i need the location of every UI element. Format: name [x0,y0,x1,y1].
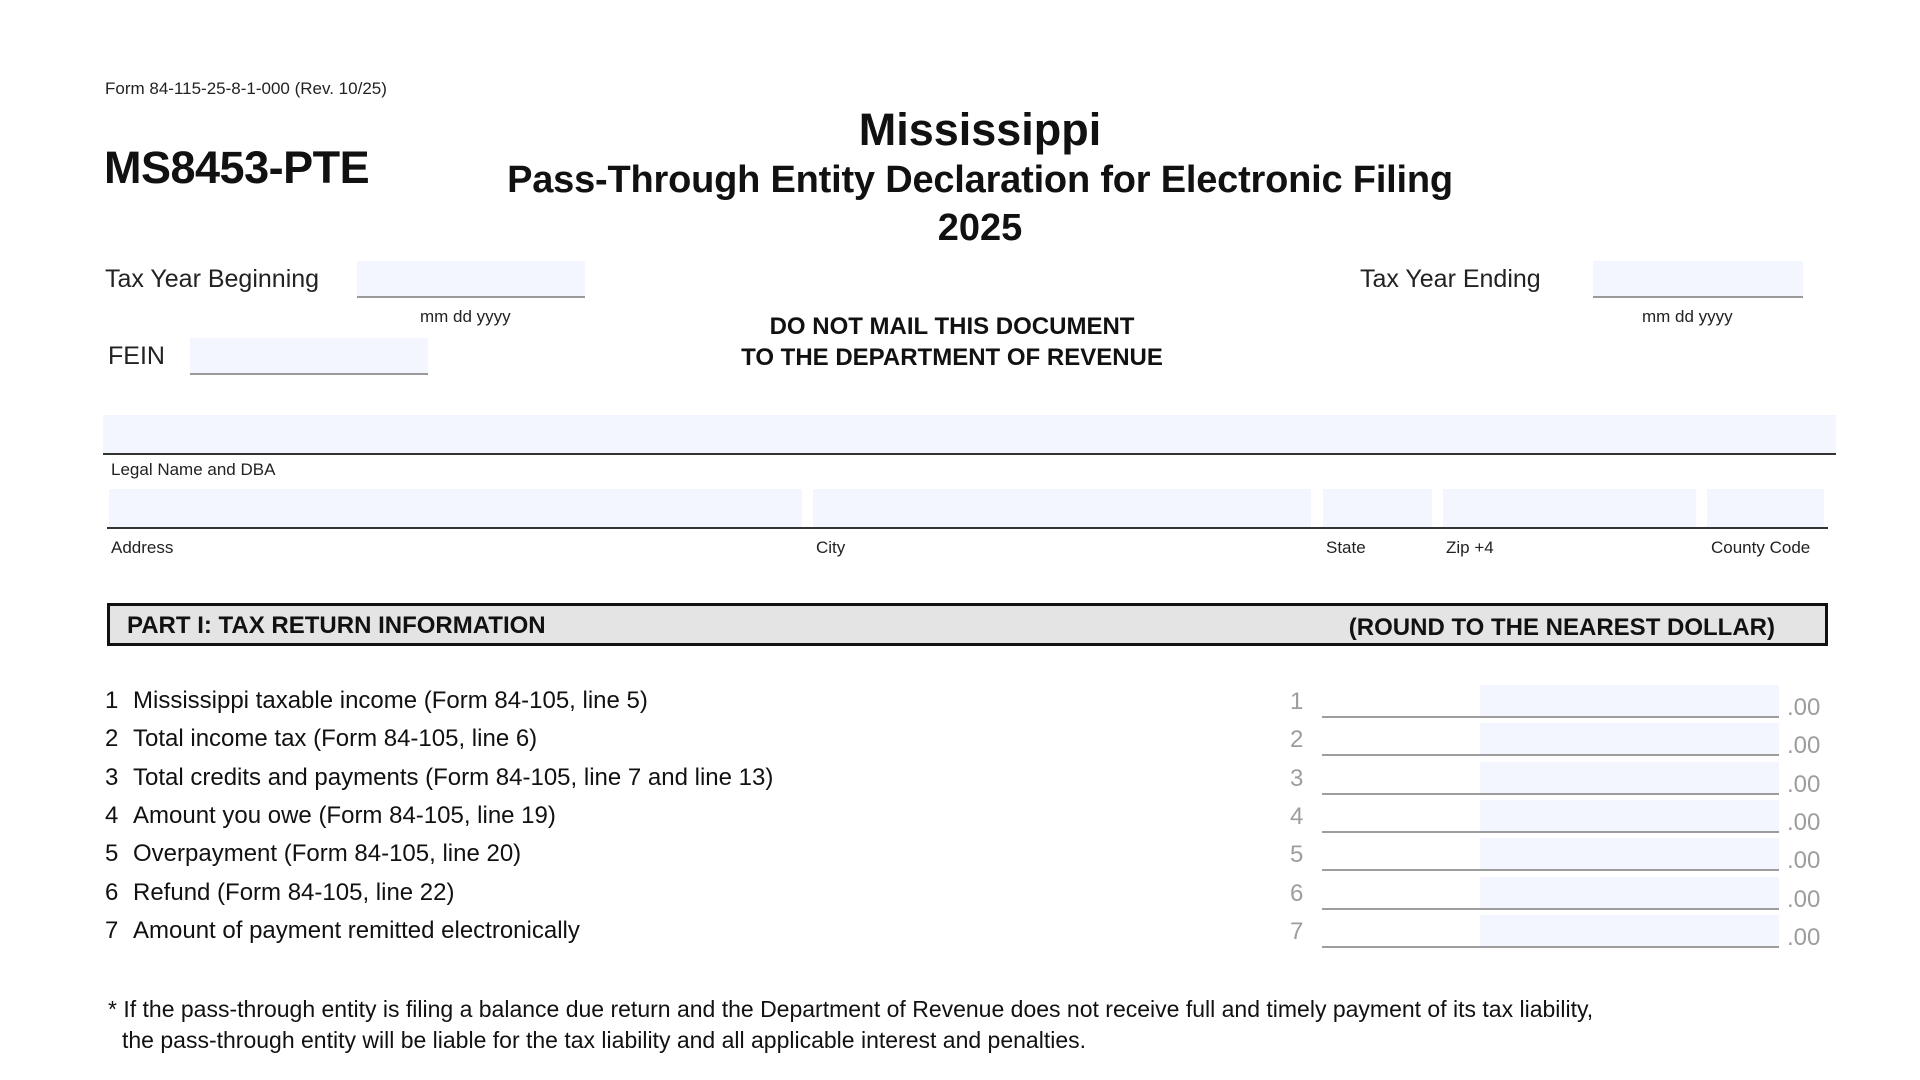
cents-suffix: .00 [1787,732,1821,759]
amount-line-number: 7 [1290,918,1304,945]
amount-line-number: 6 [1290,880,1304,907]
tax-year-beginning-hint: mm dd yyyy [420,307,511,326]
legal-name-input[interactable] [103,415,1836,453]
notice-line-2: TO THE DEPARTMENT OF REVENUE [741,344,1163,371]
amount-field[interactable] [1480,838,1779,869]
tax-year-beginning-field[interactable] [357,261,585,298]
amount-input[interactable] [1480,838,1779,869]
amount-field[interactable] [1480,685,1779,716]
cents-suffix: .00 [1787,809,1821,836]
tax-year-beginning-input[interactable] [357,261,585,296]
legal-name-field[interactable] [103,415,1836,455]
amount-input[interactable] [1480,685,1779,716]
zip-input[interactable] [1443,489,1696,527]
amount-underline [1322,754,1779,756]
amount-input[interactable] [1480,800,1779,831]
amount-underline [1322,908,1779,910]
page-title: Pass-Through Entity Declaration for Electronic Filing [507,159,1453,201]
county-code-label: County Code [1711,538,1811,557]
address-field[interactable] [109,489,802,527]
state-field[interactable] [1323,489,1432,527]
amount-field[interactable] [1480,915,1779,946]
amount-line-number: 2 [1290,726,1304,753]
cents-suffix: .00 [1787,771,1821,798]
cents-suffix: .00 [1787,886,1821,913]
form-number: Form 84-115-25-8-1-000 (Rev. 10/25) [105,79,387,98]
amount-field[interactable] [1480,723,1779,754]
amount-input[interactable] [1480,877,1779,908]
address-row-divider [107,527,1828,529]
amount-line-number: 1 [1290,688,1304,715]
notice-line-1: DO NOT MAIL THIS DOCUMENT [769,313,1135,340]
amount-underline [1322,869,1779,871]
line-number: 2 [105,725,119,752]
fein-input[interactable] [190,338,428,373]
line-description: Refund (Form 84-105, line 22) [133,879,455,906]
legal-name-label: Legal Name and DBA [111,460,276,479]
round-note: (ROUND TO THE NEAREST DOLLAR) [1348,614,1775,641]
tax-year-ending-field[interactable] [1593,261,1803,298]
fein-label: FEIN [108,342,165,370]
city-field[interactable] [813,489,1311,527]
form-id: MS8453-PTE [104,142,370,193]
line-description: Total credits and payments (Form 84-105, line 7 and line 13) [133,764,774,791]
line-description: Mississippi taxable income (Form 84-105, line 5) [133,687,648,714]
line-number: 3 [105,764,119,791]
line-description: Total income tax (Form 84-105, line 6) [133,725,538,752]
line-number: 5 [105,840,119,867]
cents-suffix: .00 [1787,847,1821,874]
do-not-mail-notice [652,311,1252,373]
city-input[interactable] [813,489,1311,527]
fein-field[interactable] [190,338,428,375]
title-state: Mississippi [858,104,1102,155]
footnote-line-1: * If the pass-through entity is filing a balance due return and the Department of Revenue does not receive full and timely payment of its tax liability, [108,996,1594,1022]
state-input[interactable] [1323,489,1432,527]
county-code-field[interactable] [1707,489,1824,527]
zip-field[interactable] [1443,489,1696,527]
amount-input[interactable] [1480,915,1779,946]
amount-line-number: 5 [1290,841,1304,868]
amount-line-number: 4 [1290,803,1304,830]
amount-line-number: 3 [1290,765,1304,792]
line-number: 6 [105,879,119,906]
tax-year-ending-hint: mm dd yyyy [1642,307,1733,326]
amount-field[interactable] [1480,877,1779,908]
city-label: City [816,538,846,557]
line-number: 4 [105,802,119,829]
line-description: Amount you owe (Form 84-105, line 19) [133,802,556,829]
address-input[interactable] [109,489,802,527]
part-1-title: PART I: TAX RETURN INFORMATION [127,612,546,639]
line-description: Amount of payment remitted electronically [133,917,580,944]
line-number: 1 [105,687,119,714]
county-code-input[interactable] [1707,489,1824,527]
amount-underline [1322,831,1779,833]
amount-field[interactable] [1480,762,1779,793]
zip-label: Zip +4 [1446,538,1494,557]
part-1-header [107,603,1828,646]
title-year: 2025 [937,207,1023,249]
tax-year-ending-label: Tax Year Ending [1360,265,1541,293]
address-label: Address [111,538,174,557]
footnote-line-2: the pass-through entity will be liable for the tax liability and all applicable interest and penalties. [122,1027,1087,1053]
line-description: Overpayment (Form 84-105, line 20) [133,840,522,867]
cents-suffix: .00 [1787,924,1821,951]
title-block [480,104,1480,252]
cents-suffix: .00 [1787,694,1821,721]
state-label: State [1326,538,1366,557]
tax-year-beginning-label: Tax Year Beginning [105,265,320,293]
amount-input[interactable] [1480,723,1779,754]
line-number: 7 [105,917,119,944]
amount-underline [1322,793,1779,795]
amount-underline [1322,716,1779,718]
amount-underline [1322,946,1779,948]
tax-year-ending-input[interactable] [1593,261,1803,296]
amount-field[interactable] [1480,800,1779,831]
amount-input[interactable] [1480,762,1779,793]
